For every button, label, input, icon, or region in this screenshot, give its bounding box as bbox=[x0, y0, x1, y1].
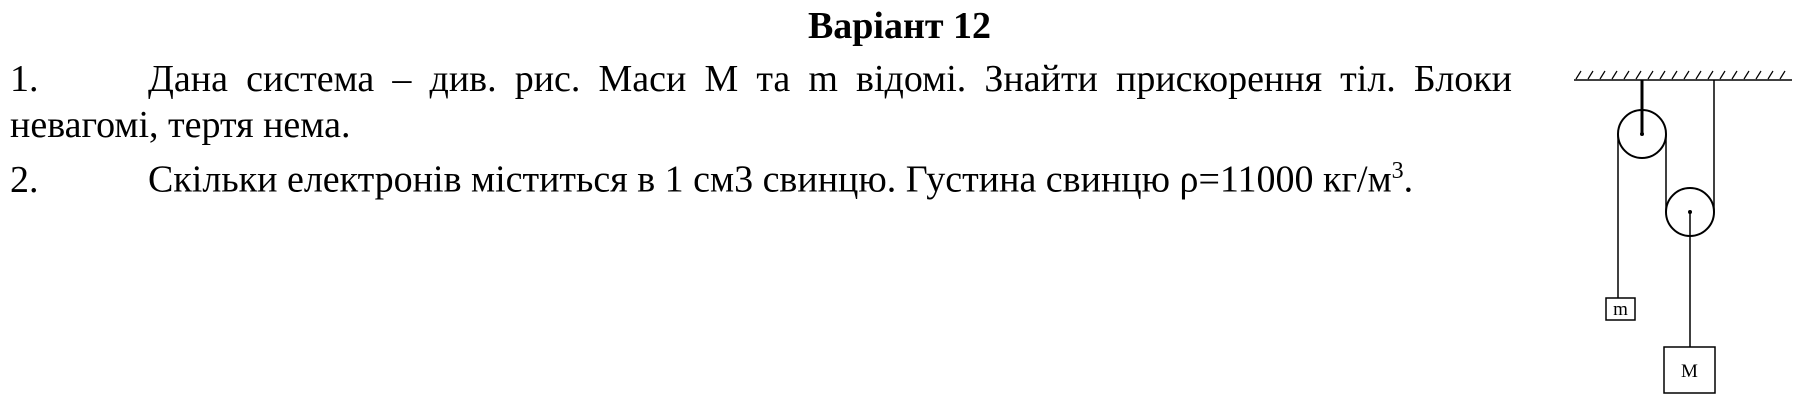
problem-1 bbox=[10, 56, 1512, 148]
problem-2-number: 2. bbox=[10, 158, 39, 201]
problem-1-text: Дана система – див. рис. Маси M та m відомі. Знайти прискорення тіл. Блоки невагомі, тертя нема. bbox=[10, 58, 1512, 146]
pulley-diagram bbox=[1570, 60, 1795, 405]
small-mass-label: m bbox=[1613, 299, 1628, 320]
problem-2-superscript: 3 bbox=[1391, 158, 1404, 184]
problem-2 bbox=[10, 148, 1512, 203]
variant-title: Варіант 12 bbox=[807, 5, 992, 47]
ceiling bbox=[1574, 71, 1792, 80]
problem-2-text: Скільки електронів міститься в 1 см3 свинцю. Густина свинцю ρ=11000 кг/м bbox=[148, 158, 1392, 201]
problem-1-number: 1. bbox=[10, 58, 39, 100]
large-mass-label: M bbox=[1681, 361, 1698, 382]
problem-2-ending: . bbox=[1403, 158, 1414, 201]
fixed-pulley-axle bbox=[1640, 132, 1644, 136]
